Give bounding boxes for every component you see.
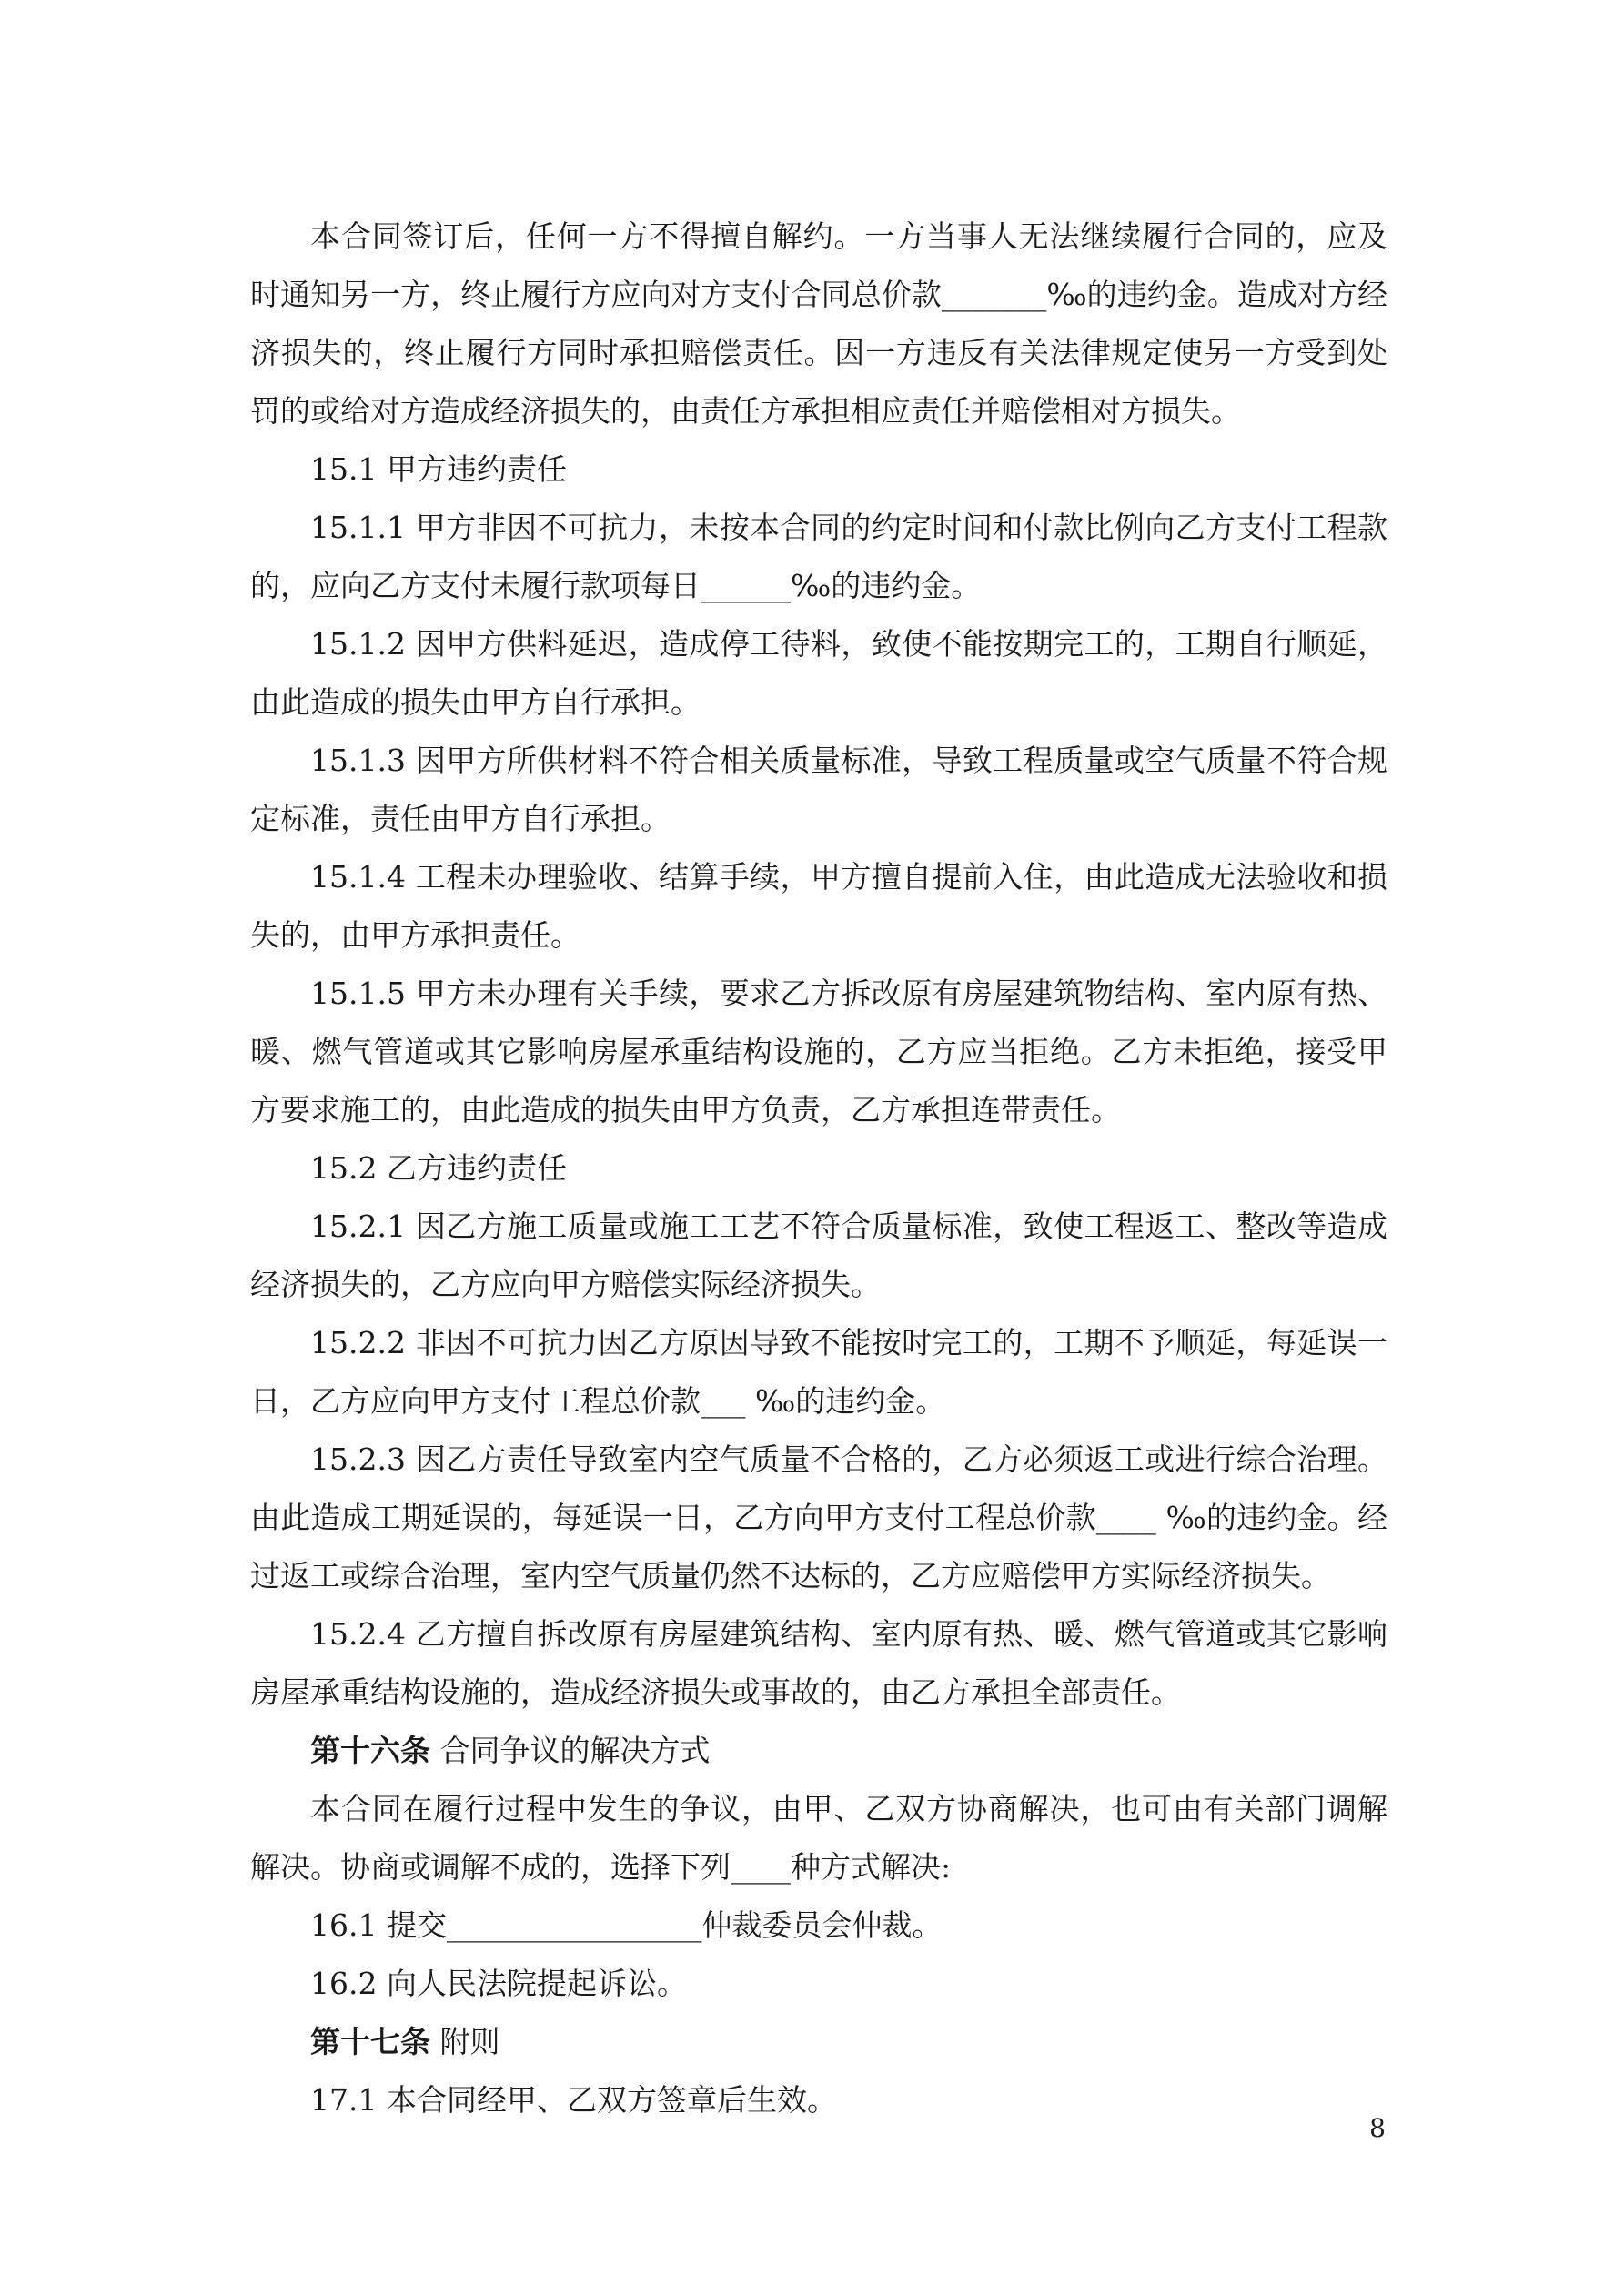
paragraph-16-2 bbox=[250, 1955, 1387, 2013]
paragraph-text: 本合同在履行过程中发生的争议，由甲、乙双方协商解决，也可由有关部门调解解决。协商或调解不成的，选择下列____种方式解决: bbox=[250, 1791, 1387, 1885]
paragraph-text: 15.2.2 非因不可抗力因乙方原因导致不能按时完工的，工期不予顺延，每延误一日，乙方应向甲方支付工程总价款___ ‰的违约金。 bbox=[250, 1325, 1387, 1419]
paragraph-15-2-heading bbox=[250, 1139, 1387, 1198]
paragraph-15-1-1 bbox=[250, 499, 1387, 615]
paragraph-15-2-2 bbox=[250, 1314, 1387, 1431]
article-16-heading bbox=[250, 1722, 1387, 1780]
paragraph-15-1-5 bbox=[250, 965, 1387, 1139]
paragraph-15-1-3 bbox=[250, 732, 1387, 848]
paragraph-text: 17.1 本合同经甲、乙双方签章后生效。 bbox=[310, 2082, 837, 2118]
paragraph-15-1-heading bbox=[250, 440, 1387, 499]
paragraph-text: 15.2.4 乙方擅自拆改原有房屋建筑结构、室内原有热、暖、燃气管道或其它影响房屋承重结构设施的，造成经济损失或事故的，由乙方承担全部责任。 bbox=[250, 1616, 1387, 1710]
paragraph-text: 15.1.3 因甲方所供材料不符合相关质量标准，导致工程质量或空气质量不符合规定标准，责任由甲方自行承担。 bbox=[250, 743, 1387, 836]
article-number: 第十七条 bbox=[310, 2024, 430, 2059]
paragraph-text: 15.1.2 因甲方供料延迟，造成停工待料，致使不能按期完工的，工期自行顺延，由此造成的损失由甲方自行承担。 bbox=[250, 626, 1387, 720]
paragraph-text: 15.2 乙方违约责任 bbox=[310, 1150, 567, 1186]
paragraph-text: 15.1.4 工程未办理验收、结算手续，甲方擅自提前入住，由此造成无法验收和损失的，由甲方承担责任。 bbox=[250, 859, 1387, 953]
paragraph-text: 15.1.5 甲方未办理有关手续，要求乙方拆改原有房屋建筑物结构、室内原有热、暖、燃气管道或其它影响房屋承重结构设施的，乙方应当拒绝。乙方未拒绝，接受甲方要求施工的，由此造成的损失由甲方负责，乙方承担连带责任。 bbox=[250, 976, 1387, 1128]
article-title: 合同争议的解决方式 bbox=[430, 1733, 711, 1768]
paragraph-17-1 bbox=[250, 2071, 1387, 2129]
paragraph-text: 本合同签订后，任何一方不得擅自解约。一方当事人无法继续履行合同的，应及时通知另一方，终止履行方应向对方支付合同总价款_______‰的违约金。造成对方经济损失的，终止履行方同时承担赔偿责任。因一方违反有关法律规定使另一方受到处罚的或给对方造成经济损失的，由责任方承担相应责任并赔偿相对方损失。 bbox=[250, 218, 1387, 429]
page-number: 8 bbox=[1369, 2113, 1386, 2143]
paragraph-text: 15.2.1 因乙方施工质量或施工工艺不符合质量标准，致使工程返工、整改等造成经济损失的，乙方应向甲方赔偿实际经济损失。 bbox=[250, 1209, 1387, 1302]
paragraph-text: 15.1 甲方违约责任 bbox=[310, 451, 567, 487]
paragraph-15-2-4 bbox=[250, 1605, 1387, 1722]
paragraph-text: 16.1 提交_________________仲裁委员会仲裁。 bbox=[310, 1907, 943, 1943]
document-body bbox=[250, 207, 1387, 2129]
paragraph-text: 15.2.3 因乙方责任导致室内空气质量不合格的，乙方必须返工或进行综合治理。由此造成工期延误的，每延误一日，乙方向甲方支付工程总价款____ ‰的违约金。经过返工或综合治理，室内空气质量仍然不达标的，乙方应赔偿甲方实际经济损失。 bbox=[250, 1441, 1387, 1593]
article-number: 第十六条 bbox=[310, 1733, 430, 1768]
paragraph-termination-clause bbox=[250, 207, 1387, 440]
paragraph-15-1-2 bbox=[250, 615, 1387, 732]
paragraph-15-2-1 bbox=[250, 1198, 1387, 1314]
paragraph-text: 15.1.1 甲方非因不可抗力，未按本合同的约定时间和付款比例向乙方支付工程款的，应向乙方支付未履行款项每日______‰的违约金。 bbox=[250, 510, 1387, 603]
article-title: 附则 bbox=[430, 2024, 500, 2059]
paragraph-16-1 bbox=[250, 1896, 1387, 1955]
paragraph-text: 16.2 向人民法院提起诉讼。 bbox=[310, 1966, 687, 2001]
article-17-heading bbox=[250, 2013, 1387, 2071]
paragraph-16-dispute bbox=[250, 1780, 1387, 1896]
paragraph-15-2-3 bbox=[250, 1431, 1387, 1605]
paragraph-15-1-4 bbox=[250, 848, 1387, 965]
